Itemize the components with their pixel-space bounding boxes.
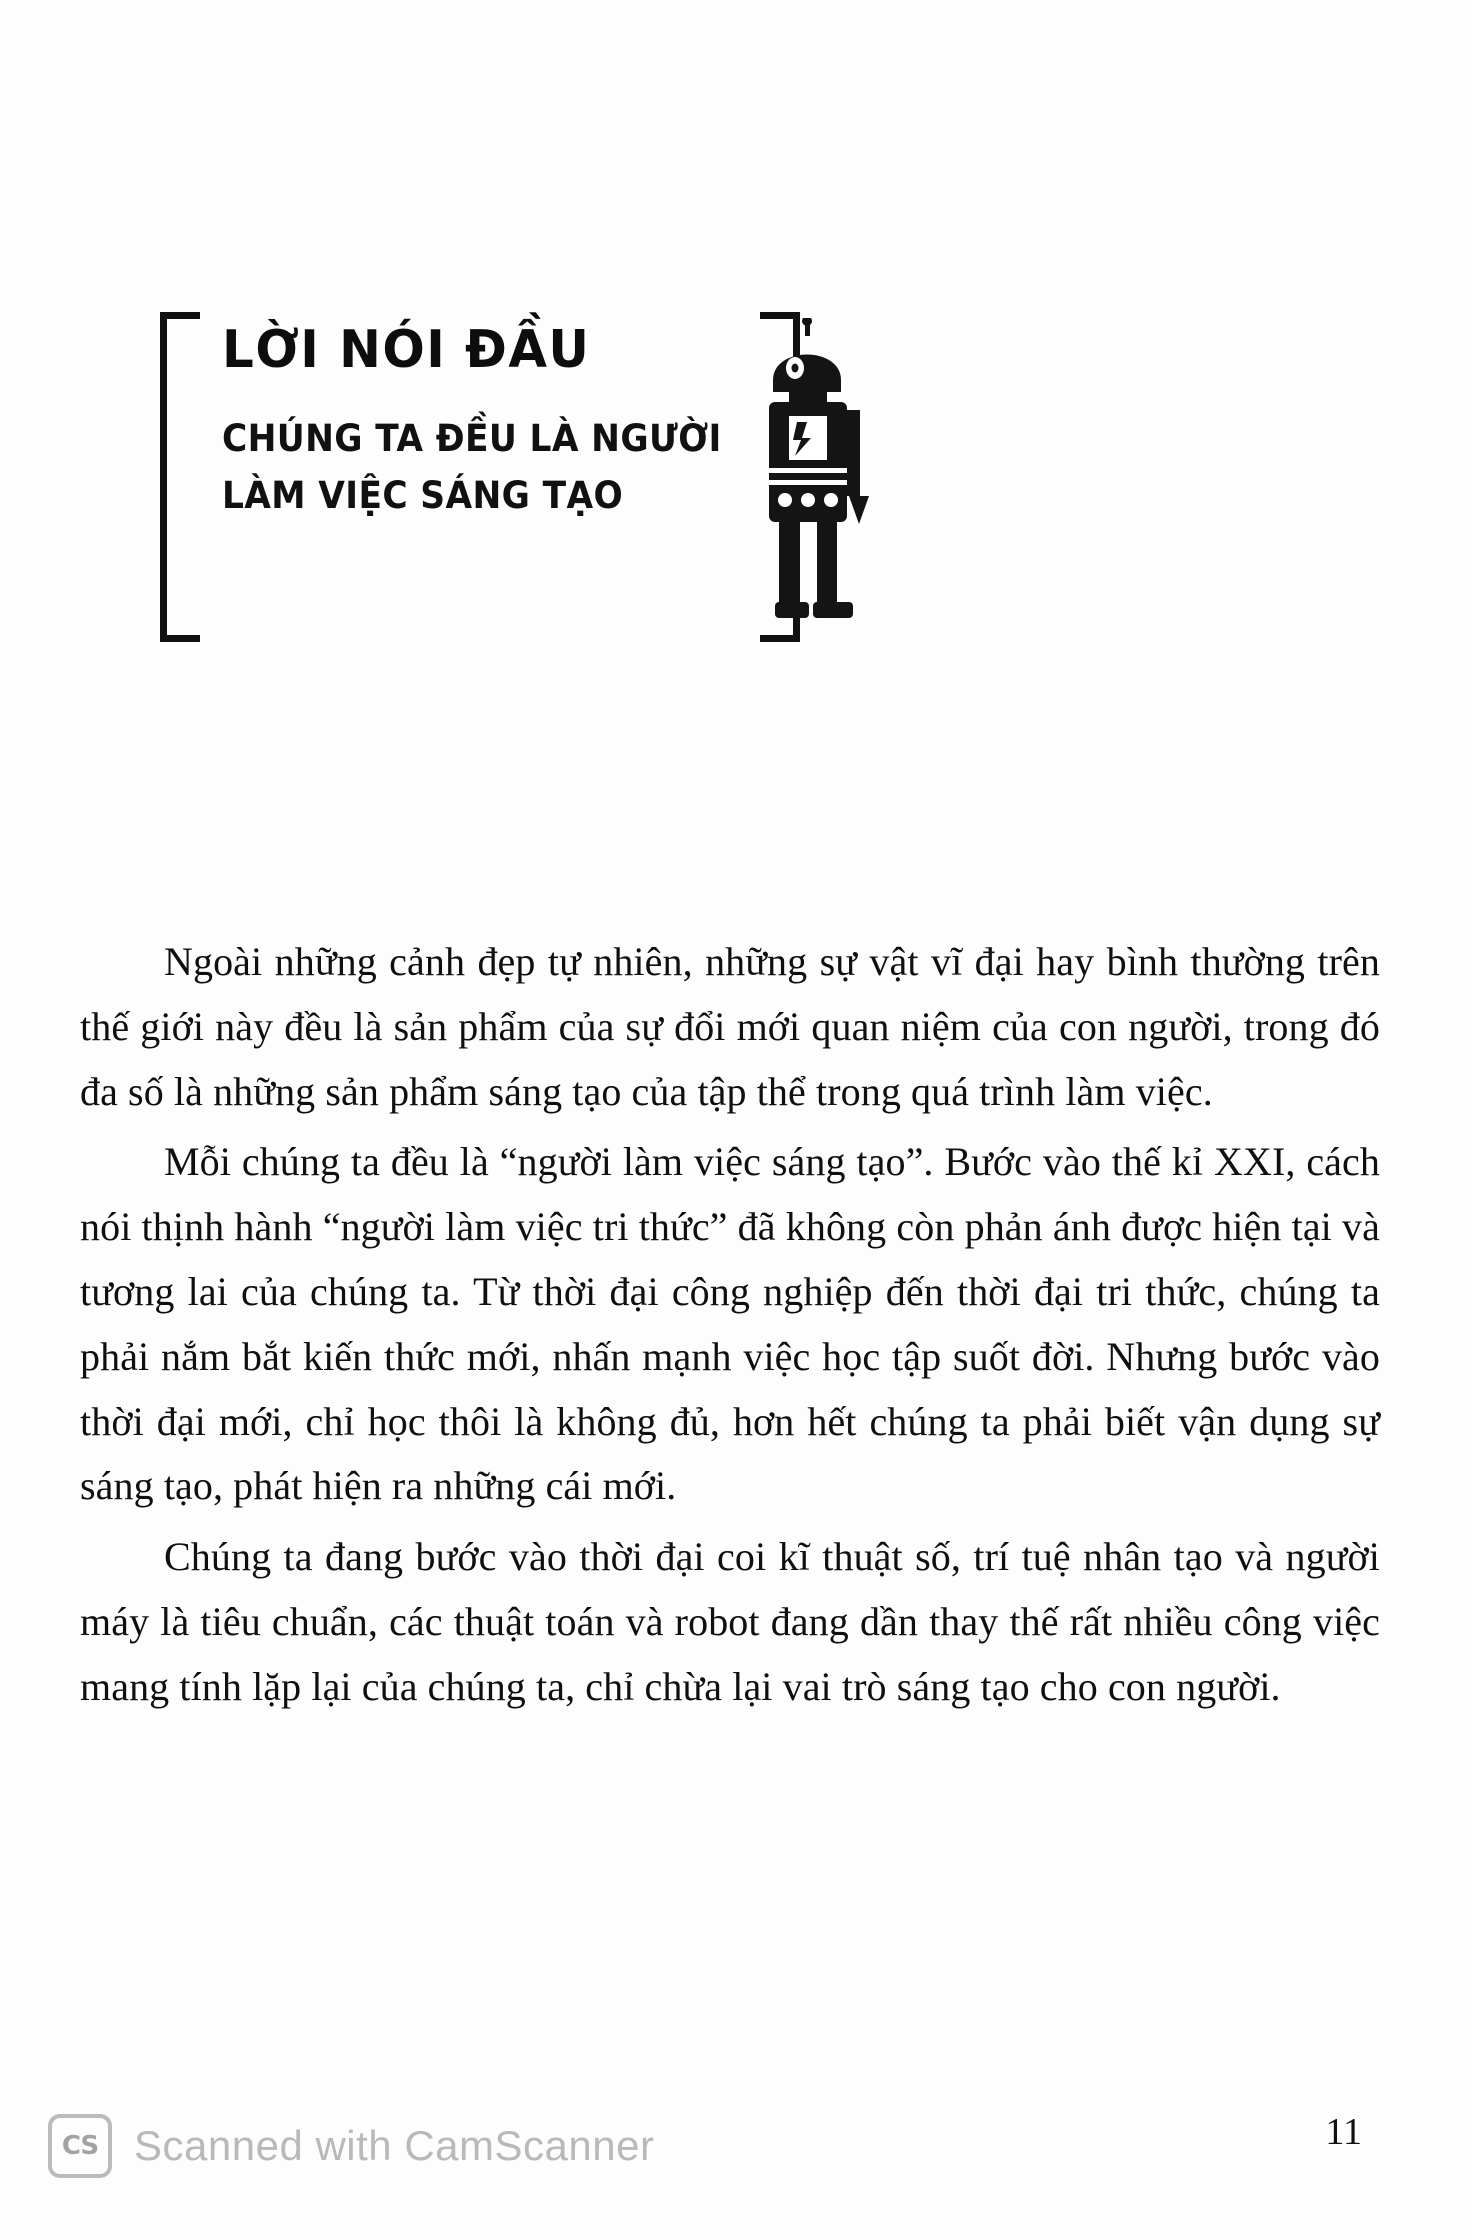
paragraph-1: Ngoài những cảnh đẹp tự nhiên, những sự vật vĩ đại hay bình thường trên thế giới này đều là sản phẩm của sự đổi mới quan niệm của con người, trong đó đa số là những sản phẩm sáng tạo của tập thể trong quá trình làm việc. — [80, 939, 1380, 1114]
page-subtitle-line-1: CHÚNG TA ĐỀU LÀ NGƯỜI — [222, 417, 722, 460]
chapter-header — [160, 300, 800, 660]
body-text — [80, 930, 1380, 1726]
title-block — [222, 320, 782, 525]
page-title: LỜI NÓI ĐẦU — [222, 320, 591, 380]
robot-mascot-icon — [745, 318, 875, 648]
camscanner-watermark-text: Scanned with CamScanner — [134, 2122, 655, 2169]
page-subtitle-line-2: LÀM VIỆC SÁNG TẠO — [222, 474, 624, 518]
bracket-left-icon — [160, 312, 206, 642]
paragraph-3: Chúng ta đang bước vào thời đại coi kĩ thuật số, trí tuệ nhân tạo và người máy là tiêu chuẩn, các thuật toán và robot đang dần thay thế rất nhiều công việc mang tính lặp lại của chúng ta, chỉ chừa lại vai trò sáng tạo cho con người. — [80, 1534, 1380, 1709]
camscanner-watermark — [48, 2114, 654, 2178]
paragraph-2: Mỗi chúng ta đều là “người làm việc sáng tạo”. Bước vào thế kỉ XXI, cách nói thịnh hành “người làm việc tri thức” đã không còn phản ánh được hiện tại và tương lai của chúng ta. Từ thời đại công nghiệp đến thời đại tri thức, chúng ta phải nắm bắt kiến thức mới, nhấn mạnh việc học tập suốt đời. Nhưng bước vào thời đại mới, chỉ học thôi là không đủ, hơn hết chúng ta phải biết vận dụng sự sáng tạo, phát hiện ra những cái mới. — [80, 1139, 1380, 1509]
page-number: 11 — [1325, 2111, 1362, 2153]
camscanner-badge-icon: CS — [48, 2114, 112, 2178]
